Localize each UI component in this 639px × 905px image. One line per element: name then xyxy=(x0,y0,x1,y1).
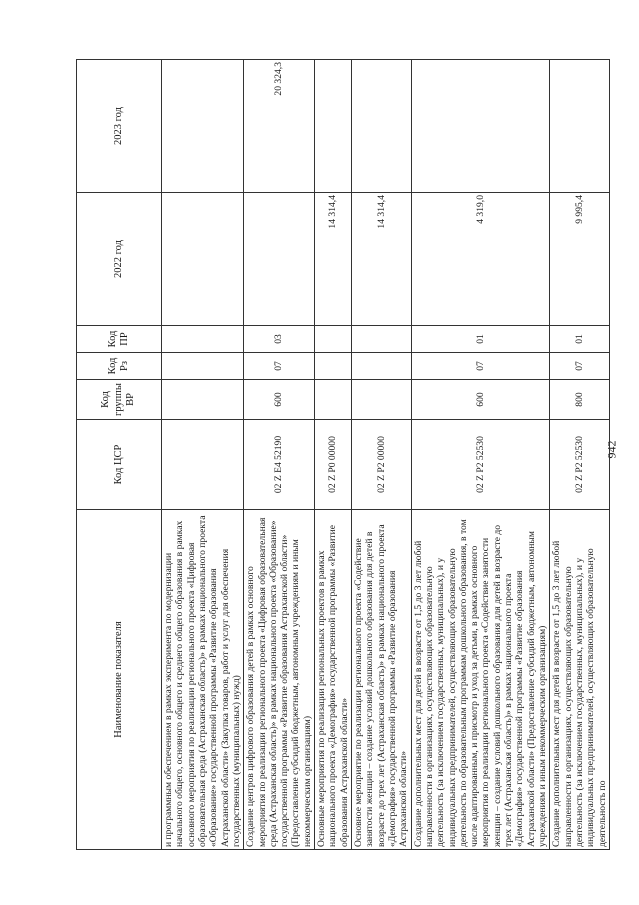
table-row xyxy=(352,60,412,850)
row-pr xyxy=(162,326,244,353)
header-name: Наименование показателя xyxy=(77,510,162,850)
row-rz xyxy=(162,353,244,380)
row-2023 xyxy=(411,60,550,193)
row-vr xyxy=(162,380,244,420)
header-2023: 2023 год xyxy=(77,60,162,193)
row-csr: 02 Z P2 52530 xyxy=(550,420,610,510)
row-pr xyxy=(352,326,412,353)
row-2022: 14 314,4 xyxy=(352,193,412,326)
row-csr: 02 Z E4 52190 xyxy=(244,420,315,510)
header-2022: 2022 год xyxy=(77,193,162,326)
row-2022: 4 319,0 xyxy=(411,193,550,326)
row-2022: 9 995,4 xyxy=(550,193,610,326)
row-csr xyxy=(162,420,244,510)
row-2023 xyxy=(162,60,244,193)
row-rz xyxy=(352,353,412,380)
budget-table-sheet xyxy=(76,60,608,850)
row-name: Основные мероприятия по реализации региональных проектов в рамках национального проекта «Демография» государственной программы «Развитие образования Астраханской области» xyxy=(315,510,352,850)
row-vr: 600 xyxy=(411,380,550,420)
table-row xyxy=(162,60,244,850)
row-pr xyxy=(315,326,352,353)
budget-table xyxy=(76,59,610,850)
row-2023 xyxy=(550,60,610,193)
table-row xyxy=(244,60,315,850)
header-pr: Код ПР xyxy=(77,326,162,353)
row-2022: 14 314,4 xyxy=(315,193,352,326)
table-row xyxy=(411,60,550,850)
row-rz: 07 xyxy=(550,353,610,380)
row-name: и программным обеспечением в рамках эксперимента по модернизации начального общего, основного общего и среднего общего образования в рамках основного мероприятия по реализации регионального проекта «Цифровая образовательная среда (Астраханская область)» в рамках национального проекта «Образование» государственной программы «Развитие образования Астраханской области» (Закупка товаров, работ и услуг для обеспечения государственных (муниципальных) нужд) xyxy=(162,510,244,850)
row-name: Создание центров цифрового образования детей в рамках основного мероприятия по реализации регионального проекта «Цифровая образовательная среда (Астраханская область)» в рамках национального проекта «Образование» государственной программы «Развитие образования Астраханской области» (Предоставление субсидий бюджетным, автономным учреждениям и иным некоммерческим организациям) xyxy=(244,510,315,850)
row-2022 xyxy=(162,193,244,326)
row-rz: 07 xyxy=(244,353,315,380)
row-2023 xyxy=(352,60,412,193)
page-number: 942 xyxy=(604,440,619,459)
row-vr xyxy=(315,380,352,420)
row-csr: 02 Z P2 52530 xyxy=(411,420,550,510)
header-vr: Код группы ВР xyxy=(77,380,162,420)
row-name: Основное мероприятие по реализации регионального проекта «Содействие занятости женщин – создание условий дошкольного образования для детей в возрасте до трех лет (Астраханская область)» в рамках национального проекта «Демография» государственной программы «Развитие образования Астраханской области» xyxy=(352,510,412,850)
row-csr: 02 Z P0 00000 xyxy=(315,420,352,510)
header-rz: Код Рз xyxy=(77,353,162,380)
row-pr: 03 xyxy=(244,326,315,353)
row-name: Создание дополнительных мест для детей в возрасте от 1,5 до 3 лет любой направленности в организациях, осуществляющих образовательную деятельность (за исключением государственных, муниципальных), и у индивидуальных предпринимателей, осуществляющих образовательную деятельность по образовательным программам дошкольного образования, в том числе адаптированным, и присмотр и уход за детьми, в рамках основного мероприятия по реализации регионального проекта «Содействие занятости женщин – создание условий дошкольного образования для детей в возрасте до трех лет (Астраханская область)» в рамках национального проекта «Демография» государственной программы «Развитие образования Астраханской области» (Предоставление субсидий бюджетным, автономным учреждениям и иным некоммерческим организациям) xyxy=(411,510,550,850)
row-name: Создание дополнительных мест для детей в возрасте от 1,5 до 3 лет любой направленности в организациях, осуществляющих образовательную деятельность (за исключением государственных, муниципальных), и у индивидуальных предпринимателей, осуществляющих образовательную деятельность по xyxy=(550,510,610,850)
row-2023: 20 324,3 xyxy=(244,60,315,193)
header-csr: Код ЦСР xyxy=(77,420,162,510)
table-row xyxy=(315,60,352,850)
row-rz: 07 xyxy=(411,353,550,380)
budget-table-frame xyxy=(76,60,608,850)
row-2023 xyxy=(315,60,352,193)
table-header-row xyxy=(77,60,162,850)
row-pr: 01 xyxy=(550,326,610,353)
row-2022 xyxy=(244,193,315,326)
row-csr: 02 Z P2 00000 xyxy=(352,420,412,510)
row-vr xyxy=(352,380,412,420)
row-rz xyxy=(315,353,352,380)
row-pr: 01 xyxy=(411,326,550,353)
table-row xyxy=(550,60,610,850)
row-vr: 600 xyxy=(244,380,315,420)
row-vr: 800 xyxy=(550,380,610,420)
